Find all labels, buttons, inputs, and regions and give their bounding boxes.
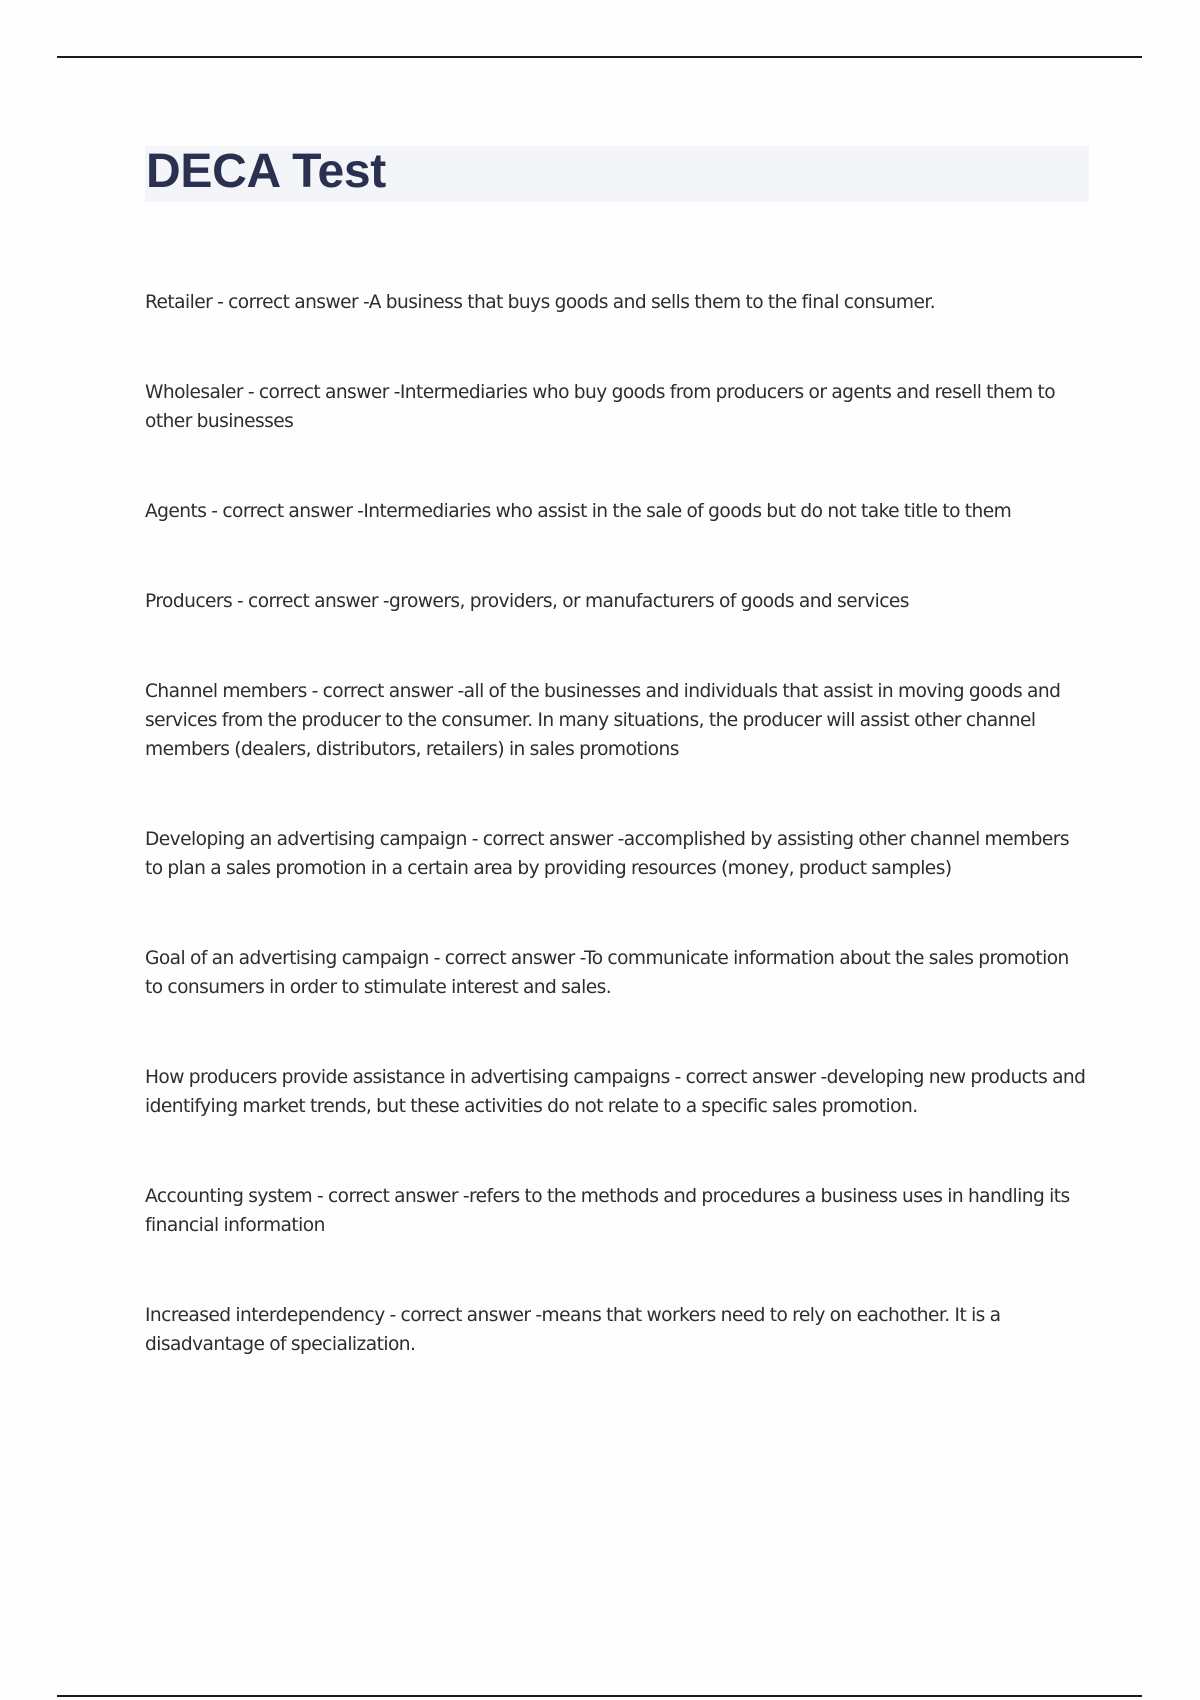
qa-answer: all of the businesses and individuals that assist in moving goods and services from the producer to the consumer. In many situations, the producer will assist other channel members (dealers, distributors, retailers) in sales promotions: [145, 681, 1061, 760]
qa-answer: Intermediaries who assist in the sale of goods but do not take title to them: [363, 501, 1012, 522]
qa-item: [145, 1063, 1090, 1121]
qa-separator: - correct answer -: [428, 948, 585, 969]
qa-answer: Intermediaries who buy goods from producers or agents and resell them to other businesses: [145, 382, 1056, 432]
page-title: DECA Test: [146, 145, 386, 198]
qa-separator: - correct answer -: [232, 591, 390, 612]
qa-item: [145, 677, 1090, 764]
qa-answer: accomplished by assisting other channel members to plan a sales promotion in a certain area by providing resources (money, product samples): [145, 829, 1069, 879]
qa-term: Channel members: [145, 681, 307, 702]
qa-answer: means that workers need to rely on eachother. It is a disadvantage of specialization.: [145, 1305, 1001, 1355]
qa-separator: - correct answer -: [669, 1067, 827, 1088]
qa-answer: A business that buys goods and sells them to the final consumer.: [368, 292, 936, 313]
qa-term: Producers: [145, 591, 233, 612]
qa-term: Retailer: [145, 292, 213, 313]
top-rule: [57, 56, 1142, 58]
qa-separator: - correct answer -: [242, 382, 400, 403]
qa-answer: growers, providers, or manufacturers of goods and services: [389, 591, 909, 612]
qa-answer: developing new products and identifying market trends, but these activities do not relate to a specific sales promotion.: [145, 1067, 1086, 1117]
qa-item: [145, 497, 1090, 526]
qa-answer: refers to the methods and procedures a business uses in handling its financial information: [145, 1186, 1070, 1236]
qa-term: Agents: [145, 501, 207, 522]
qa-item: [145, 825, 1090, 883]
qa-item: [145, 378, 1090, 436]
qa-term: Accounting system: [145, 1186, 313, 1207]
qa-answer: To communicate information about the sales promotion to consumers in order to stimulate interest and sales.: [145, 948, 1069, 998]
qa-term: How producers provide assistance in advertising campaigns: [145, 1067, 670, 1088]
qa-separator: - correct answer -: [384, 1305, 542, 1326]
qa-separator: - correct answer -: [206, 501, 364, 522]
qa-list: [145, 288, 1090, 1420]
qa-term: Developing an advertising campaign: [145, 829, 467, 850]
qa-separator: - correct answer -: [212, 292, 369, 313]
qa-separator: - correct answer -: [466, 829, 624, 850]
qa-item: [145, 1301, 1090, 1359]
qa-term: Wholesaler: [145, 382, 243, 403]
qa-separator: - correct answer -: [306, 681, 464, 702]
qa-separator: - correct answer -: [312, 1186, 469, 1207]
qa-item: [145, 288, 1090, 317]
qa-item: [145, 944, 1090, 1002]
qa-item: [145, 587, 1090, 616]
qa-item: [145, 1182, 1090, 1240]
qa-term: Goal of an advertising campaign: [145, 948, 429, 969]
qa-term: Increased interdependency: [145, 1305, 385, 1326]
bottom-rule: [57, 1695, 1142, 1697]
